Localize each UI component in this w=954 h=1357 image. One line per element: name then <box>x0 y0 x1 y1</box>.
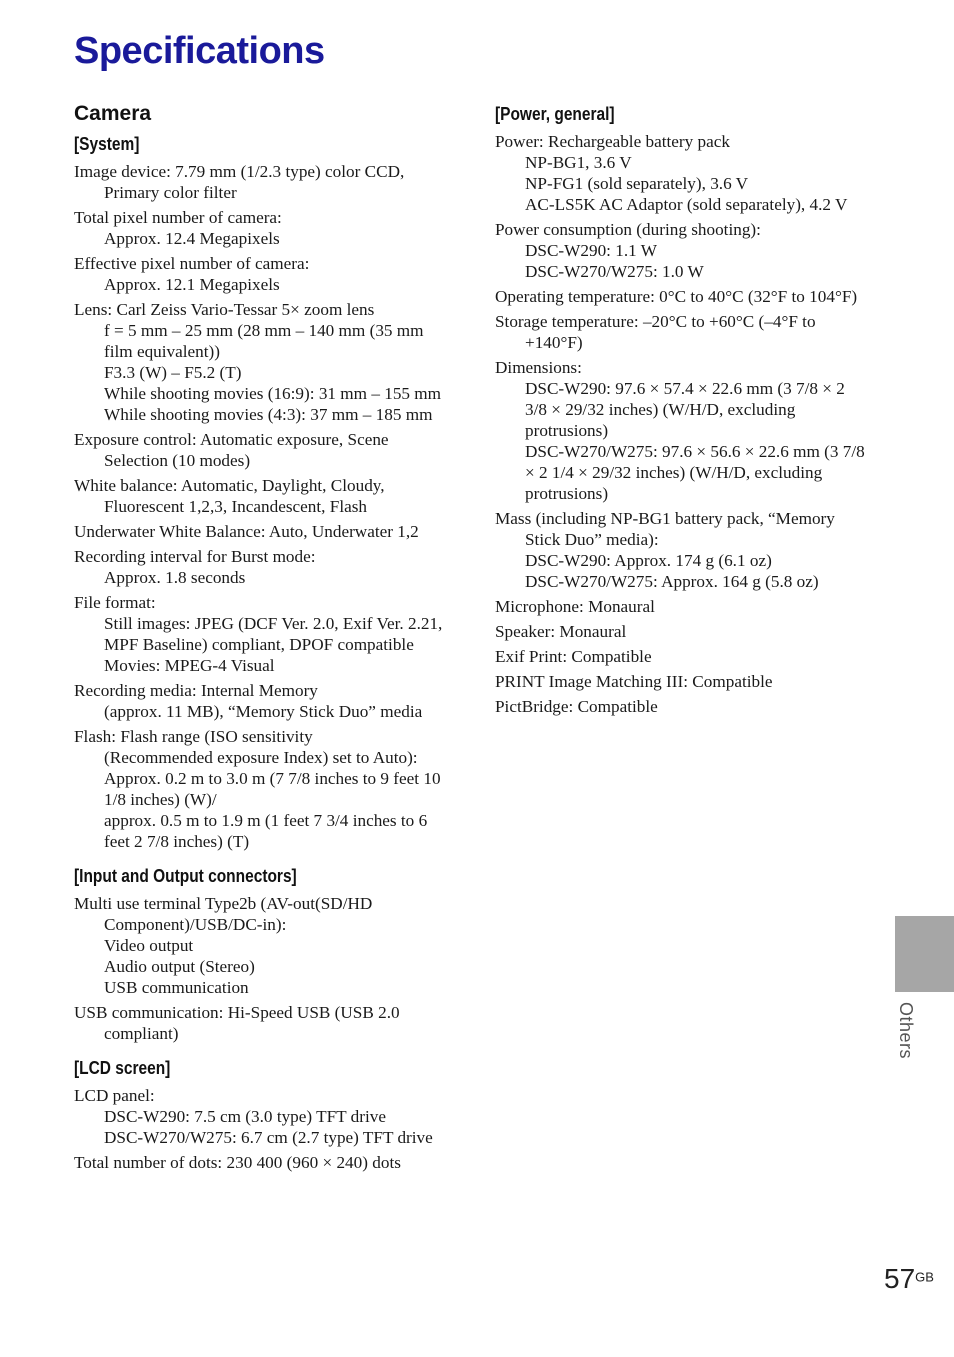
spec-entry <box>74 726 454 852</box>
right-spec-groups <box>495 104 865 717</box>
side-tab <box>895 916 954 992</box>
spec-entry <box>74 680 454 722</box>
spec-entry-label: USB communication: Hi-Speed USB (USB 2.0 compliant) <box>74 1003 400 1043</box>
spec-entry <box>495 696 865 717</box>
spec-entry-detail: DSC-W270/W275: 97.6 × 56.6 × 22.6 mm (3 7/8 × 2 1/4 × 29/32 inches) (W/H/D, excluding protrusions) <box>525 442 865 503</box>
spec-entry-detail: DSC-W290: Approx. 174 g (6.1 oz) <box>525 551 772 570</box>
spec-entry <box>74 207 454 249</box>
spec-entry-label: Recording interval for Burst mode: <box>74 547 316 566</box>
spec-entry <box>495 219 865 282</box>
page-number <box>884 1263 934 1295</box>
spec-entry-label: Flash: Flash range (ISO sensitivity <box>74 727 313 746</box>
spec-entry-detail: Video output <box>104 936 194 955</box>
section-title-camera: Camera <box>74 102 152 125</box>
page-number-value: 57 <box>884 1263 916 1294</box>
spec-entry-label: Recording media: Internal Memory <box>74 681 318 700</box>
spec-entry-detail: DSC-W270/W275: 1.0 W <box>525 262 704 281</box>
spec-entry <box>74 299 454 425</box>
page-number-suffix: GB <box>915 1269 934 1285</box>
spec-entry-label: Storage temperature: –20°C to +60°C (–4°F to +140°F) <box>495 312 816 352</box>
spec-entry-detail: F3.3 (W) – F5.2 (T) <box>104 363 242 382</box>
spec-entry-label: Exposure control: Automatic exposure, Scene Selection (10 modes) <box>74 430 389 470</box>
spec-entry-detail: Approx. 1.8 seconds <box>104 568 246 587</box>
spec-entry-label: Power consumption (during shooting): <box>495 220 761 239</box>
spec-entry <box>495 646 865 667</box>
spec-entry-detail: USB communication <box>104 978 249 997</box>
spec-group-heading: [System] <box>74 134 140 154</box>
spec-entry-label: Total pixel number of camera: <box>74 208 282 227</box>
spec-entry-label: Lens: Carl Zeiss Vario-Tessar 5× zoom lens <box>74 300 375 319</box>
spec-entry-label: File format: <box>74 593 156 612</box>
spec-group-heading: [Power, general] <box>495 104 615 124</box>
spec-entry <box>74 592 454 676</box>
spec-entry <box>74 1085 454 1148</box>
spec-entry-detail: DSC-W270/W275: 6.7 cm (2.7 type) TFT drive <box>104 1128 433 1147</box>
spec-entry-detail: DSC-W290: 1.1 W <box>525 241 657 260</box>
spec-entry <box>495 286 865 307</box>
spec-entry-detail: Approx. 12.1 Megapixels <box>104 275 280 294</box>
spec-entry <box>74 253 454 295</box>
spec-entry-label: Total number of dots: 230 400 (960 × 240) dots <box>74 1153 401 1172</box>
spec-entry-detail: approx. 0.5 m to 1.9 m (1 feet 7 3/4 inches to 6 feet 2 7/8 inches) (T) <box>104 811 428 851</box>
spec-entry <box>495 357 865 504</box>
spec-entry-detail: (approx. 11 MB), “Memory Stick Duo” media <box>104 702 423 721</box>
spec-entry-detail: f = 5 mm – 25 mm (28 mm – 140 mm (35 mm film equivalent)) <box>104 321 424 361</box>
spec-entry <box>74 1152 454 1173</box>
spec-entry-label: Underwater White Balance: Auto, Underwater 1,2 <box>74 522 419 541</box>
spec-entry-label: Power: Rechargeable battery pack <box>495 132 730 151</box>
spec-entry <box>495 621 865 642</box>
spec-entry <box>74 1002 454 1044</box>
spec-group-heading: [LCD screen] <box>74 1058 171 1078</box>
spec-entry-detail: While shooting movies (4:3): 37 mm – 185 mm <box>104 405 433 424</box>
spec-entry-label: Mass (including NP-BG1 battery pack, “Memory Stick Duo” media): <box>495 509 835 549</box>
spec-entry <box>495 131 865 215</box>
spec-entry <box>74 893 454 998</box>
spec-entry-detail: (Recommended exposure Index) set to Auto): Approx. 0.2 m to 3.0 m (7 7/8 inches to 9 feet 10 1/8 inches) (W)/ <box>104 748 441 809</box>
spec-entry-label: PictBridge: Compatible <box>495 697 658 716</box>
spec-entry-detail: DSC-W270/W275: Approx. 164 g (5.8 oz) <box>525 572 819 591</box>
spec-entry-label: Exif Print: Compatible <box>495 647 652 666</box>
right-column <box>495 104 865 721</box>
spec-entry-label: LCD panel: <box>74 1086 155 1105</box>
spec-entry <box>74 429 454 471</box>
spec-entry <box>74 546 454 588</box>
spec-entry-detail: While shooting movies (16:9): 31 mm – 155 mm <box>104 384 442 403</box>
side-tab-label: Others <box>896 1002 916 1060</box>
left-column <box>74 102 454 1177</box>
spec-entry-detail: AC-LS5K AC Adaptor (sold separately), 4.2 V <box>525 195 848 214</box>
spec-entry-label: Speaker: Monaural <box>495 622 627 641</box>
spec-entry-detail: Still images: JPEG (DCF Ver. 2.0, Exif Ver. 2.21, MPF Baseline) compliant, DPOF compatible <box>104 614 443 654</box>
spec-entry-detail: DSC-W290: 7.5 cm (3.0 type) TFT drive <box>104 1107 386 1126</box>
spec-entry-label: Multi use terminal Type2b (AV-out(SD/HD Component)/USB/DC-in): <box>74 894 373 934</box>
spec-entry-label: Operating temperature: 0°C to 40°C (32°F to 104°F) <box>495 287 858 306</box>
spec-entry <box>495 596 865 617</box>
spec-entry-label: Effective pixel number of camera: <box>74 254 310 273</box>
spec-entry-label: Microphone: Monaural <box>495 597 655 616</box>
spec-entry <box>495 311 865 353</box>
spec-entry-detail: Movies: MPEG-4 Visual <box>104 656 275 675</box>
spec-entry-detail: Approx. 12.4 Megapixels <box>104 229 280 248</box>
spec-entry-detail: NP-FG1 (sold separately), 3.6 V <box>525 174 749 193</box>
spec-entry-label: PRINT Image Matching III: Compatible <box>495 672 773 691</box>
spec-entry <box>495 671 865 692</box>
spec-entry <box>74 475 454 517</box>
page-title: Specifications <box>74 30 325 72</box>
spec-entry-detail: NP-BG1, 3.6 V <box>525 153 632 172</box>
spec-entry-label: Dimensions: <box>495 358 582 377</box>
spec-entry <box>74 521 454 542</box>
spec-group-heading: [Input and Output connectors] <box>74 866 297 886</box>
spec-entry-label: White balance: Automatic, Daylight, Cloudy, Fluorescent 1,2,3, Incandescent, Flash <box>74 476 385 516</box>
left-spec-groups <box>74 134 454 1173</box>
spec-entry <box>495 508 865 592</box>
spec-entry <box>74 161 454 203</box>
spec-entry-detail: Audio output (Stereo) <box>104 957 255 976</box>
spec-entry-label: Image device: 7.79 mm (1/2.3 type) color CCD, Primary color filter <box>74 162 405 202</box>
spec-entry-detail: DSC-W290: 97.6 × 57.4 × 22.6 mm (3 7/8 × 2 3/8 × 29/32 inches) (W/H/D, excluding protrusions) <box>525 379 845 440</box>
